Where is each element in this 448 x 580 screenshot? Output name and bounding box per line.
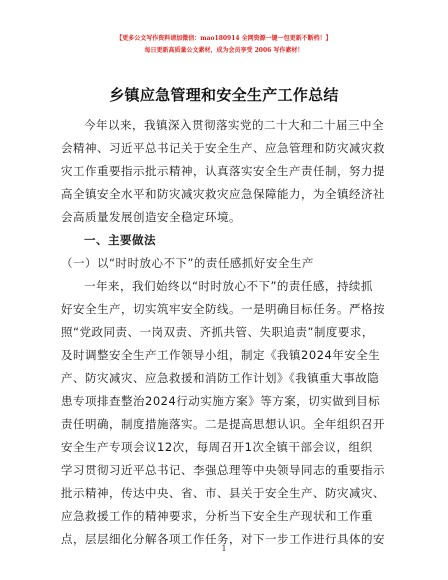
document-body <box>61 114 388 551</box>
body-line: 责任明确，制度措施落实。二是提高思想认识。全年组织召开 <box>61 417 385 431</box>
body-line: 及时调整安全生产工作领导小组，制定《我镇2024年安全生 <box>61 348 381 362</box>
body-line: 一年来，我们始终以“时时放心不下”的责任感，持续抓 <box>84 279 373 293</box>
body-line: 照“党政同责、一岗双责、齐抓共管、失职追责”制度要求， <box>61 325 374 339</box>
body-line: 灾工作重要指示批示精神，认真落实安全生产责任制，努力提 <box>61 164 385 178</box>
body-line: 会精神、习近平总书记关于安全生产、应急管理和防灾减灾救 <box>61 141 385 155</box>
section-heading: 一、主要做法 <box>84 233 156 247</box>
body-line: 应急救援工作的精神要求，分析当下安全生产现状和工作重 <box>61 509 373 523</box>
body-line: 高全镇安全水平和防灾减灾救灾应急保障能力，为全镇经济社 <box>61 187 385 201</box>
body-line: 学习贯彻习近平总书记、李强总理等中央领导同志的重要指示 <box>61 463 385 477</box>
header-ad-line-1: 【更多公文写作资料请加微信：mao180914 全网资源一键一包更新不断档！】 <box>116 35 332 42</box>
body-line: 会高质量发展创造安全稳定环境。 <box>61 210 241 224</box>
body-line: 批示精神，传达中央、省、市、县关于安全生产、防灾减灾、 <box>61 486 385 500</box>
body-line: 好安全生产，切实筑牢安全防线。一是明确目标任务。严格按 <box>61 302 385 316</box>
page-number: 1 <box>221 544 227 553</box>
body-line: 安全生产专项会议12次，每周召开1次全镇干部会议，组织 <box>61 440 373 454</box>
subsection-heading: （一）以“时时放心不下”的责任感抓好安全生产 <box>61 256 314 270</box>
body-line: 患专项排查整治2024行动实施方案》等方案，切实做到目标 <box>61 394 381 408</box>
body-line: 产、防灾减灾、应急救援和消防工作计划》《我镇重大事故隐 <box>61 371 380 385</box>
body-line: 今年以来，我镇深入贯彻落实党的二十大和二十届三中全 <box>84 118 384 132</box>
document-title: 乡镇应急管理和安全生产工作总结 <box>109 86 339 104</box>
header-ad-line-2: 每日更新高质量公文素材，成为会员享受 2006 写作素材！ <box>144 47 304 54</box>
body-line: 点，层层细化分解各项工作任务，对下一步工作进行具体的安 <box>61 532 385 546</box>
